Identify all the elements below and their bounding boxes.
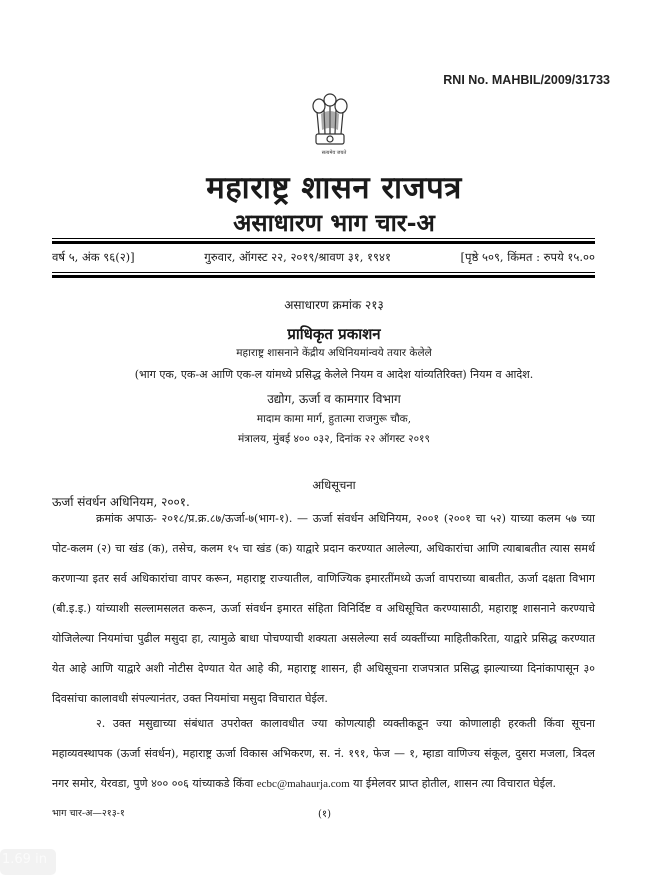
top-double-rule <box>52 238 595 244</box>
publication-description-line2: (भाग एक, एक-अ आणि एक-ल यांमध्ये प्रसिद्ध केलेले नियम व आदेश यांव्यतिरिक्त) नियम व आदेश. <box>134 368 534 381</box>
paragraph-2-text: २. उक्त मसुद्याच्या संबंधात उपरोक्त कालावधीत ज्या कोणत्याही व्यक्तीकडून ज्या कोणालाही हरकती किंवा सूचना महाव्यवस्थापक (ऊर्जा संवर्धन), महाराष्ट्र ऊर्जा विकास अभिकरण, स. नं. १९१, फेज — १, म्हाडा वाणिज्य संकूल, दुसरा मजला, त्रिदल नगर समोर, येरवडा, पुणे ४०० ००६ यांच्याकडे किंवा <box>52 717 595 790</box>
department-address-line1: मादाम कामा मार्ग, हुतात्मा राजगुरू चौक, <box>256 413 412 425</box>
email-link[interactable]: ecbc@mahaurja.com <box>256 778 350 790</box>
emblem-motto: सत्यमेव जयते <box>321 150 347 156</box>
paragraph-2-text-end: या ईमेलवर प्राप्त होतील, शासन त्या विचारात घेईल. <box>349 777 557 790</box>
pages-price: [पृष्ठे ५०९, किंमत : रुपये १५.०० <box>460 250 595 264</box>
bottom-double-rule <box>52 272 595 278</box>
notification-heading: अधिसूचना <box>312 478 356 492</box>
measurement-overlay: 1.69 in <box>0 849 56 875</box>
publication-description-line1: महाराष्ट्र शासनाने केंद्रीय अधिनियमांन्वये तयार केलेले <box>236 347 432 359</box>
department-address-line2: मंत्रालय, मुंबई ४०० ०३२, दिनांक २२ ऑगस्ट २०१९ <box>238 433 430 445</box>
issue-date: गुरुवार, ऑगस्ट २२, २०१९/श्रावण ३१, १९४१ <box>204 250 391 264</box>
department-name: उद्योग, ऊर्जा व कामगार विभाग <box>267 392 401 406</box>
issue-info-row <box>52 250 595 265</box>
footer-page-number: (१) <box>318 809 332 820</box>
rni-number: RNI No. MAHBIL/2009/31733 <box>443 73 610 87</box>
notification-paragraph-1: क्रमांक अपाऊ- २०१८/प्र.क्र.८७/ऊर्जा-७(भाग-१). — ऊर्जा संवर्धन अधिनियम, २००१ (२००१ चा ५२) याच्या कलम ५७ च्या पोट-कलम (२) चा खंड (क), तसेच, कलम १५ चा खंड (क) याद्वारे प्रदान करण्यात आलेल्या, अधिकारांचा आणि त्याबाबतीत त्यास समर्थ करणाऱ्या इतर सर्व अधिकारांचा वापर करून, महाराष्ट्र राज्यातील, वाणिज्यिक इमारतींमध्ये ऊर्जा वापराच्या बाबतीत, ऊर्जा दक्षता विभाग (बी.इ.इ.) यांच्याशी सल्लामसलत करून, ऊर्जा संवर्धन इमारत संहिता विनिर्दिष्ट व अधिसूचित करण्यासाठी, महाराष्ट्र शासनाने करण्याचे योजिलेल्या नियमांचा पुढील मसुदा हा, त्यामुळे बाधा पोचण्याची शक्यता असलेल्या सर्व व्यक्तींच्या माहितीकरिता, याद्वारे प्रसिद्ध करण्यात येत आहे आणि याद्वारे अशी नोटीस देण्यात येत आहे की, महाराष्ट्र शासन, ही अधिसूचना राजपत्रात प्रसिद्ध झाल्याच्या दिनांकापासून ३० दिवसांचा कालावधी संपल्यानंतर, उक्त नियमांचा मसुदा विचारात घेईल. <box>52 512 595 705</box>
extraordinary-number: असाधारण क्रमांक २१३ <box>284 298 384 312</box>
gazette-title: महाराष्ट्र शासन राजपत्र <box>206 170 462 206</box>
footer-section-code: भाग चार-अ—२१३-१ <box>52 808 125 819</box>
authorized-publication-heading: प्राधिकृत प्रकाशन <box>287 325 381 343</box>
notification-paragraph-2 <box>52 709 595 799</box>
gazette-subtitle: असाधारण भाग चार-अ <box>233 208 435 237</box>
volume-issue: वर्ष ५, अंक ९६(२)] <box>52 250 135 264</box>
act-title: ऊर्जा संवर्धन अधिनियम, २००१. <box>52 495 190 509</box>
